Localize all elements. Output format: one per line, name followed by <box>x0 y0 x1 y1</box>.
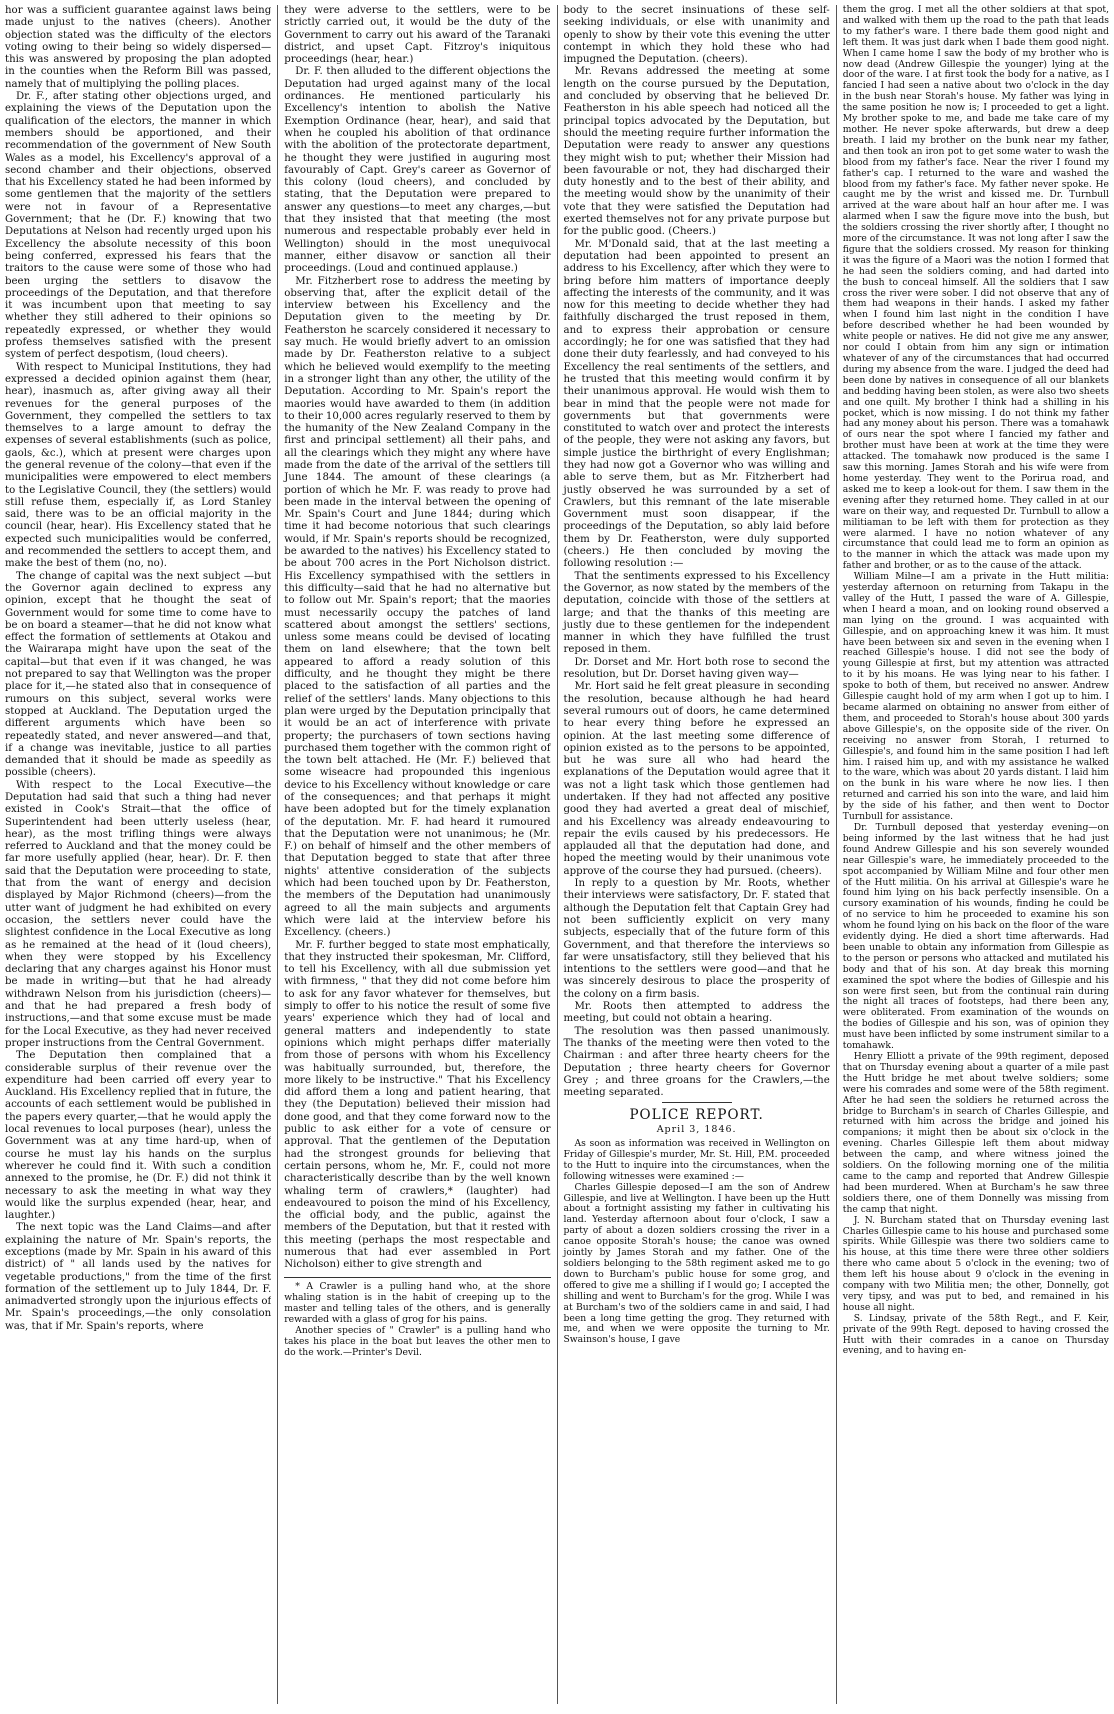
newspaper-page <box>5 5 1109 1704</box>
paragraph: J. N. Burcham stated that on Thursday evening last Charles Gillespie came to his house and purchased some spirits. While Gillespie was there two soldiers came to his house, at this time there were three other soldiers there who came about 5 o'clock in the evening; two of them left his house about 9 o'clock in the evening in company with two Militia men; the other, Donnelly, got very tipsy, and was put to bed, and remained in his house all night. <box>842 1214 1109 1313</box>
paragraph: Henry Elliott a private of the 99th regiment, deposed that on Thursday evening about a quarter of a mile past the Hutt bridge he met about twelve soldiers; some were his comrades and some were of the 58th regiment. After he had seen the soldiers he returned across the bridge to Burcham's in search of Charles Gillespie, and returned with him across the bridge and joined his companions; it might then be about six o'clock in the evening. Charles Gillespie left them about midway between the camp, and where witness joined the soldiers. On the following morning one of the militia came to the camp and reported that Andrew Gillespie had been murdered. When at Burcham's he saw three soldiers there, one of them Donnelly was missing from the camp that night. <box>842 1051 1109 1215</box>
paragraph: Mr. Revans addressed the meeting at some length on the course pursued by the Deputation, and concluded by observing that he believed Dr. Featherston in his able speech had noticed all the principal topics advocated by the Deputation, but should the meeting require further information the Deputation were ready to answer any questions they might wish to put; whether their Mission had been favourable or not, they had discharged their duty honestly and to the best of their ability, and the meeting would show by the unanimity of their vote that they were satisfied the Deputation had exerted themselves not for any private purpose but for the public good. (Cheers.) <box>563 66 830 238</box>
column-4 <box>836 5 1109 1704</box>
paragraph: Mr. Roots then attempted to address the meeting, but could not obtain a hearing. <box>563 1001 830 1025</box>
paragraph: them the grog. I met all the other soldiers at that spot, and walked with them up the road to the path that leads to my father's ware. I there bade them good night and left them. It was just dark when I bade them good night. When I came home I saw the body of my brother who is now dead (Andrew Gillespie the younger) lying at the door of the ware. I at first took the body for a native, as I fancied I had seen a native about two o'clock in the day in the bush near Storah's house. My father was lying in the same position he now is; I proceeded to get a light. My brother spoke to me, and bade me take care of my mother. He never spoke afterwards, but drew a deep breath. I laid my brother on the bunk near my father, and then took an iron pot to get some water to wash the blood from my father's face. Near the river I found my father's cap. I returned to the ware and washed the blood from my father's face. My father never spoke. He caught me by the wrist and kissed me. Dr. Turnbull arrived at the ware about half an hour after me. I was alarmed when I saw the figure move into the bush, but the soldiers crossing the river shortly after, I thought no more of the circumstance. It was not long after I saw the figure that the soldiers crossed. My reason for thinking it was the figure of a Maori was the notion I formed that he had seen the soldiers coming, and had darted into the bush to conceal himself. All the soldiers that I saw cross the river were sober. I did not observe that any of them had weapons in their hands. I asked my father when I found him last night in the condition I have before described whether he had been wounded by white people or natives. He did not give me any answer, nor could I obtain from him any sign or intimation whatever of any of the circumstances that had occurred during my absence from the ware. I judged the deed had been done by natives in consequence of all our blankets and bedding having been stolen, as were also two sheets and one quilt. My brother I think had a shilling in his pocket, which is now missing. I do not think my father had any money about his person. There was a tomahawk of ours near the spot where I fancied my father and brother must have been at work at the time they were attacked. The tomahawk now produced is the same I saw this morning. James Storah and his wife were from home yesterday. They went to the Porirua road, and asked me to keep a look-out for them. I saw them in the evening after they returned home. They called in at our ware on their way, and requested Dr. Turnbull to allow a militiaman to be left with them for protection as they were alarmed. I have no notion whatever of any circumstance that could lead me to form an opinion as to the manner in which the attack was made upon my father and brother, or as to the cause of the attack. <box>842 5 1109 572</box>
paragraph: S. Lindsay, private of the 58th Regt., and F. Keir, private of the 99th Regt. deposed to having crossed the Hutt with their comrades in a canoe on Thursday evening, and to having en- <box>842 1312 1109 1357</box>
paragraph: hor was a sufficient guarantee against laws being made unjust to the natives (cheers). Another objection stated was the difficulty of the electors voting owing to their being so widely dispersed—this was answered by proposing the plan adopted in the counties when the Reform Bill was passed, namely that of multiplying the polling places. <box>5 5 272 90</box>
paragraph: Dr. F. then alluded to the different objections the Deputation had urged against many of the local ordinances. He mentioned particularly his Excellency's intention to abolish the Native Exemption Ordinance (hear, hear), and said that when he coupled his abolition of that ordinance with the abolition of the protectorate department, he thought they were justified in auguring most favourably of Capt. Grey's career as Governor of this colony (loud cheers), and concluded by stating, that the Deputation were prepared to answer any questions—to meet any charges,—but that they insisted that that meeting (the most numerous and respectable probably ever held in Wellington) should in the most unequivocal manner, either disavow or sanction all their proceedings. (Loud and continued applause.) <box>284 66 551 275</box>
section-divider <box>662 1102 732 1103</box>
paragraph: William Milne—I am a private in the Hutt militia: yesterday afternoon on returning from Takapu in the valley of the Hutt, I passed the ware of A. Gillespie, when I heard a moan, and on looking round observed a man lying on the ground. I was acquainted with Gillespie, and on approaching knew it was him. It must have been between six and seven in the evening when I reached Gillespie's house. I did not see the body of young Gillespie at first, but my attention was attracted to it by his moans. He was lying near to his father. I spoke to both of them, but received no answer. Andrew Gillespie caught hold of my arm when I got up to him. I became alarmed on obtaining no answer from either of them, and proceeded to Storah's house about 300 yards above Gillespie's, on the opposite side of the river. On receiving no answer from Storah, I returned to Gillespie's, and found him in the same position I had left him. I raised him up, and with my assistance he walked to the ware, which was about 20 yards distant. I laid him on the bunk in his ware where he now lies. I then returned and carried his son into the ware, and laid him by the side of his father, and then went to Doctor Turnbull for assistance. <box>842 571 1109 823</box>
footnote-paragraph: Another species of " Crawler" is a pulling hand who takes his place in the boat but leaves the other men to do the work.—Printer's Devil. <box>284 1324 551 1358</box>
paragraph: Dr. Turnbull deposed that yesterday evening—on being informed by the last witness that he had just found Andrew Gillespie and his son severely wounded near Gillespie's ware, he immediately proceeded to the spot accompanied by William Milne and four other men of the Hutt militia. On his arrival at Gillespie's ware he found him lying on his back perfectly insensible. On a cursory examination of his wounds, finding he could be of no service to him he proceeded to examine his son whom he found lying on his back on the floor of the ware evidently dying. He died a short time afterwards. Had been unable to obtain any information from Gillespie as to the person or persons who attacked and mutilated his body and that of his son. At day break this morning examined the spot where the bodies of Gillespie and his son were first seen, but from the continual rain during the night all traces of footsteps, had there been any, were obliterated. From examination of the wounds on the bodies of Gillespie and his son, was of opinion they must have been inflicted by some instrument similar to a tomahawk. <box>842 821 1109 1052</box>
footnote-divider <box>284 1277 550 1278</box>
paragraph: The Deputation then complained that a considerable surplus of their revenue over the expenditure had been carried off every year to Auckland. His Excellency replied that in future, the accounts of each settlement would be published in the papers every quarter,—that he would apply the local revenues to local purposes (hear), unless the Government was at any time hard-up, when of course he must lay his hands on the surplus wherever he could find it. With such a condition annexed to the promise, he (Dr. F.) did not think it necessary to ask the meeting in what way they would like the surplus expended (hear, hear, and laughter.) <box>5 1050 272 1222</box>
paragraph: The change of capital was the next subject —but the Governor again declined to express any opinion, except that he thought the seat of Government would for some time to come have to be on board a steamer—that he did not know what effect the formation of settlements at Otakou and the Wairarapa might have upon the seat of the capital—but that even if it was changed, he was not prepared to say that Wellington was the proper place for it,—he stated also that in consequence of rumours on this subject, several works were stopped at Auckland. The Deputation urged the different arguments which have been so repeatedly stated, and never answered—and that, if a change was inevitable, justice to all parties demanded that it should be made as speedily as possible (cheers). <box>5 570 272 779</box>
paragraph: Dr. Dorset and Mr. Hort both rose to second the resolution, but Dr. Dorset having given way— <box>563 656 830 681</box>
paragraph: Mr. M'Donald said, that at the last meeting a deputation had been appointed to present an address to his Excellency, after which they were to bring before him matters of importance deeply affecting the interests of the community, and it was now for this meeting to decide whether they had faithfully discharged the trust reposed in them, and to express their approbation or censure accordingly; he for one was satisfied that they had done their duty fearlessly, and had conveyed to his Excellency the real sentiments of the settlers, and he trusted that this meeting would confirm it by their unanimous approval. He would wish them to bear in mind that the people were not made for governments but that governments were constituted to watch over and protect the interests of the people, they were not asking any favors, but simple justice the birthright of every Englishman; they had now got a Governor who was willing and able to serve them, but as Mr. Fitzherbert had justly observed he was surrounded by a set of Crawlers, but this remnant of the late miserable Government must soon disappear, if the proceedings of the Deputation, so ably laid before them by Dr. Featherston, were duly supported (cheers.) He then concluded by moving the following resolution :— <box>563 238 830 570</box>
paragraph: With respect to the Local Executive—the Deputation had said that such a thing had never existed in Cook's Strait—that the office of Superintendent had been utterly useless (hear, hear), as the most trifling things were always referred to Auckland and that the money could be far more usefully applied (hear, hear). Dr. F. then said that the Deputation were proceeding to state, that from the want of energy and decision displayed by Major Richmond (cheers)—from the utter want of judgment he had exhibited on every occasion, the settlers never could have the slightest confidence in the Local Executive as long as he remained at the head of it (loud cheers), when they were stopped by his Excellency declaring that any charges against his Honor must be made in writing—but that he had already withdrawn Nelson from his jurisdiction (cheers)—and that he had prepared a fresh body of instructions,—and that some excuse must be made for the Local Executive, as they had never received proper instructions from the Central Government. <box>5 779 272 1049</box>
police-report-heading: POLICE REPORT. <box>629 1107 764 1124</box>
paragraph: The next topic was the Land Claims—and after explaining the nature of Mr. Spain's reports, the exceptions (made by Mr. Spain in his award of this district) of " all lands used by the natives for vegetable productions," from the time of the first formation of the settlement up to July 1844, Dr. F. animadverted strongly upon the injurious effects of Mr. Spain's proceedings,—the only consolation was, that if Mr. Spain's reports, where <box>5 1222 272 1332</box>
police-report-date: April 3, 1846. <box>656 1123 737 1135</box>
paragraph: With respect to Municipal Institutions, they had expressed a decided opinion against them (hear, hear), inasmuch as, after giving away all their revenues for the general purposes of the Government, they compelled the settlers to tax themselves to a large amount to defray the expenses of several establishments (such as police, gaols, &c.), which at present were charges upon the general revenue of the colony—that even if the municipalities were empowered to elect members to the Legislative Council, they (the settlers) would still refuse them, especially if, as Lord Stanley said, there was to be an official majority in the council (hear, hear). His Excellency stated that he expected such municipalities would be conferred, and recommended the settlers to accept them, and make the best of them (no, no). <box>5 361 272 570</box>
paragraph: As soon as information was received in Wellington on Friday of Gillespie's murder, Mr. St. Hill, P.M. proceeded to the Hutt to inquire into the circumstances, when the following witnesses were examined :— <box>563 1138 830 1182</box>
footnote-paragraph: * A Crawler is a pulling hand who, at the shore whaling station is in the habit of creeping up to the master and telling tales of the others, and is generally rewarded with a glass of grog for his pains. <box>284 1280 551 1325</box>
police-report-body <box>564 1139 830 1346</box>
column-2 <box>277 5 550 1704</box>
column-1 <box>5 5 271 1704</box>
column-3 <box>557 5 830 1704</box>
paragraph: In reply to a question by Mr. Roots, whether their interviews were satisfactory, Dr. F. stated that although the Deputation felt that Captain Grey had not been sufficiently explicit on very many subjects, especially that of the future form of this Government, and that therefore the interviews so far were unsatisfactory, still they believed that his intentions to the settlers were good—and that he was sincerely desirous to place the prosperity of the colony on a firm basis. <box>563 878 830 1000</box>
paragraph: body to the secret insinuations of these self-seeking individuals, or else with unanimity and openly to show by their vote this evening the utter contempt in which they hold these who had impugned the Deputation. (cheers). <box>563 5 830 66</box>
paragraph: Mr. F. further begged to state most emphatically, that they instructed their spokesman, Mr. Clifford, to tell his Excellency, with all due submission yet with firmness, " that they did not come before him to ask for any favor whatever for themselves, but simply to offer to his notice the result of some five years' experience which they had of local and general matters and independently to state opinions which might perhaps differ materially from those of persons with whom his Excellency was habitually surrounded, but, therefore, the more likely to be instructive." That his Excellency did afford them a long and patient hearing, that they (the Deputation) believed their mission had done good, and that they come forward now to the public to ask either for a vote of censure or approval. That the gentlemen of the Deputation had the strongest grounds for believing that certain persons, whom he, Mr. F., could not more characteristically describe than by the well known whaling term of crawlers,* (laughter) had endeavoured to poison the mind of his Excellency, the official body, and the public, against the members of the Deputation, but that it rested with this meeting (perhaps the most respectable and numerous that had ever assembled in Port Nicholson) either to give strength and <box>284 939 551 1271</box>
paragraph: Dr. F., after stating other objections urged, and explaining the views of the Deputation upon the qualification of the electors, the manner in which members should be apportioned, and their recommendation of the government of New South Wales as a model, his Excellency's approval of a second chamber and their objections, observed that his Excellency stated he had been informed by some gentlemen that the majority of the settlers were not in favour of a Representative Government; that he (Dr. F.) knowing that two Deputations at Nelson had recently urged upon his Excellency the absolute necessity of this boon being conferred, expressed his fears that the traitors to the cause were some of those who had been urging the settlers to disavow the proceedings of the Deputation, and that therefore it was incumbent upon that meeting to say whether they still adhered to their opinions so repeatedly expressed, or whether they would profess themselves satisfied with the present system of perfect despotism, (loud cheers). <box>5 91 272 361</box>
paragraph: Mr. Hort said he felt great pleasure in seconding the resolution, because although he had heard several rumours out of doors, he came determined to hear every thing before he expressed an opinion. At the last meeting some difference of opinion existed as to the persons to be appointed, but he was sure all who had heard the explanations of the Deputation would agree that it was not a light task which those gentlemen had undertaken. If they had not affected any positive good they had averted a great deal of mischief, and his Excellency was already endeavouring to repair the evils caused by his predecessors. He applauded all that the deputation had done, and hoped the meeting would by their unanimous vote approve of the course they had pursued. (cheers). <box>563 681 830 877</box>
paragraph: Charles Gillespie deposed—I am the son of Andrew Gillespie, and live at Wellington. I have been up the Hutt about a fortnight assisting my father in cultivating his land. Yesterday afternoon about four o'clock, I saw a party of about a dozen soldiers crossing the river in a canoe opposite Storah's house; the canoe was owned jointly by James Storah and my father. One of the soldiers belonging to the 58th regiment asked me to go down to Burcham's public house for some grog, and offered to give me a shilling if I would go; I accepted the shilling and went to Burcham's for the grog. While I was at Burcham's two of the soldiers came in and said, I had been a long time getting the grog. They returned with me, and when we were opposite the turning to Mr. Swainson's house, I gave <box>563 1181 830 1346</box>
resolution-text: That the sentiments expressed to his Excellency the Governor, as now stated by the members of the deputation, coincide with those of the settlers at large; and that the thanks of this meeting are justly due to these gentlemen for the independent manner in which they have fulfilled the trust reposed in them. <box>563 570 830 656</box>
paragraph: they were adverse to the settlers, were to be strictly carried out, it would be the duty of the Government to carry out his award of the Taranaki district, and upset Capt. Fitzroy's iniquitous proceedings (hear, hear.) <box>284 5 551 66</box>
paragraph: The resolution was then passed unanimously. The thanks of the meeting were then voted to the Chairman : and after three hearty cheers for the Deputation ; three hearty cheers for Governor Grey ; and three groans for the Crawlers,—the meeting separated. <box>563 1025 830 1099</box>
paragraph: Mr. Fitzherbert rose to address the meeting by observing that, after the explicit detail of the interview between his Excellency and the Deputation given to the meeting by Dr. Featherston he scarcely considered it necessary to say much. He would briefly advert to an omission made by Dr. Featherston relative to a subject which he believed would exemplify to the meeting in a stronger light than any other, the utility of the Deputation. According to Mr. Spain's report the maories would have awarded to them (in addition to their 10,000 acres regularly reserved to them by the humanity of the New Zealand Company in the first and principal settlement) all their pahs, and all the clearings which they might any where have made from the date of the arrival of the settlers till June 1844. The amount of these clearings (a portion of which he Mr. F. was ready to prove had been made in the interval between the opening of Mr. Spain's Court and June 1844; during which time it had become notorious that such clearings would, if Mr. Spain's reports should be recognized, be awarded to the natives) his Excellency stated to be about 700 acres in the Port Nicholson district. His Excellency sympathised with the settlers in this difficulty—said that he had no alternative but to follow out Mr. Spain's report; that the maories must necessarily occupy the patches of land scattered about amongst the settlers' sections, unless some means could be devised of locating them on land elsewhere; that the town belt appeared to afford a ready solution of this difficulty, and he thought they might be there placed to the satisfaction of all parties and the relief of the settlers' lands. Many objections to this plan were urged by the Deputation principally that it would be an act of interference with private property; the purchasers of town sections having purchased them together with the common right of the town belt attached. He (Mr. F.) believed that some wiseacre had propounded this ingenious device to his Excellency without knowledge or care of the consequences; and that perhaps it might have been adopted but for the timely explanation of the deputation. Mr. F. had heard it rumoured that the Deputation were not unanimous; he (Mr. F.) on behalf of himself and the other members of that Deputation begged to state that after three nights' attentive consideration of the subjects which had been touched upon by Dr. Featherston, the members of the Deputation had unanimously agreed to all the main subjects and arguments which were laid at the interview before his Excellency. (cheers.) <box>284 275 551 939</box>
footnote <box>284 1281 550 1358</box>
